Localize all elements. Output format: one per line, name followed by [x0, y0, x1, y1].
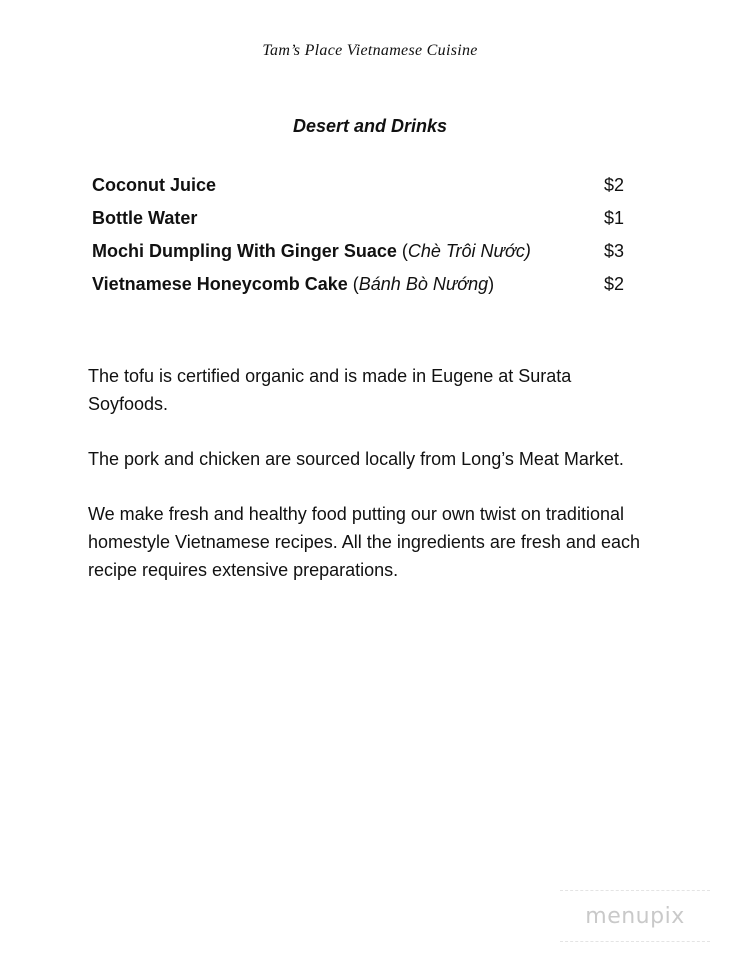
menu-item-label — [92, 175, 216, 196]
menu-item — [92, 208, 624, 241]
page-title: Tam’s Place Vietnamese Cuisine — [262, 42, 478, 59]
menu-item-paren-close: ) — [488, 274, 495, 294]
section-heading: Desert and Drinks — [292, 116, 448, 136]
menu-item-label — [92, 208, 197, 229]
menu-item-label — [92, 241, 531, 262]
menu-list — [92, 175, 624, 307]
notes — [88, 362, 648, 611]
menu-item — [92, 175, 624, 208]
menu-item-vietnamese-name: Bánh Bò Nướng — [358, 274, 489, 294]
menu-item-label — [92, 274, 494, 295]
menu-item-paren-open: ( — [347, 274, 359, 294]
menu-item-vietnamese-name: Chè Trôi Nước) — [407, 241, 531, 261]
menu-item-price: $1 — [603, 208, 624, 228]
menu-item-paren-open: ( — [396, 241, 408, 261]
menu-item-name: Coconut Juice — [92, 175, 217, 195]
menu-item — [92, 274, 624, 307]
note-philosophy: We make fresh and healthy food putting our own twist on traditional homestyle Vietnamese recipes. All the ingredients are fresh and each recipe requires extensive preparations. — [88, 504, 640, 580]
watermark-text: menupix — [585, 903, 685, 929]
menu-item-price: $2 — [603, 175, 624, 195]
note-meat: The pork and chicken are sourced locally from Long’s Meat Market. — [88, 449, 624, 469]
watermark-logo — [560, 890, 710, 942]
menu-item — [92, 241, 624, 274]
menu-item-name: Vietnamese Honeycomb Cake — [92, 274, 348, 294]
menu-item-name: Mochi Dumpling With Ginger Suace — [92, 241, 397, 261]
note-tofu: The tofu is certified organic and is made in Eugene at Surata Soyfoods. — [88, 366, 572, 414]
menu-item-name: Bottle Water — [92, 208, 198, 228]
menu-item-price: $3 — [603, 241, 624, 261]
menu-item-price: $2 — [603, 274, 624, 294]
